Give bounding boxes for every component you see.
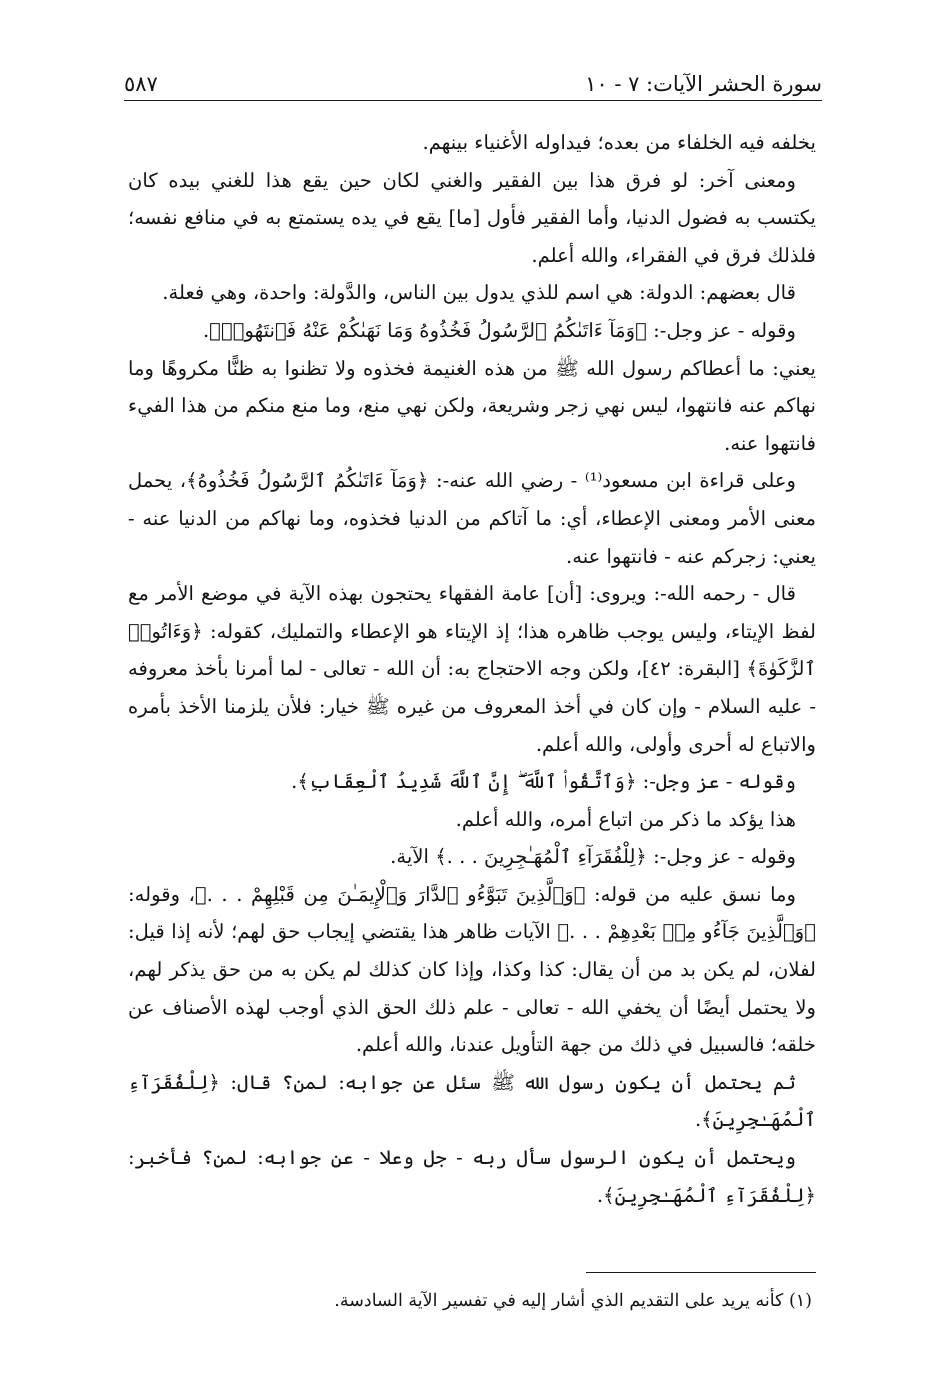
paragraph: وقوله - عز وجل-: ﴿وَمَآ ءَاتَىٰكُمُ ٱلرَّسُولُ فَخُذُوهُ وَمَا نَهَىٰكُمْ عَنْهُ فَٱنتَهُوا۟﴾. (202, 318, 796, 342)
footnote-rule (586, 1272, 816, 1273)
paragraph: وعلى قراءة ابن مسعود⁽¹⁾ - رضي الله عنه-: ﴿وَمَآ ءَاتَىٰكُمُ ٱلرَّسُولُ فَخُذُوهُ﴾، يحمل معنى الأمر ومعنى الإعطاء، أي: ما آتاكم من الدنيا فخذوه، وما نهاكم من الدنيا عنه - يعني: زجركم عنه - فانتهوا عنه. (128, 469, 816, 568)
footnote (128, 1286, 812, 1316)
running-header (124, 62, 822, 96)
header-title: سورة الحشر الآيات: ٧ - ١٠ (585, 72, 822, 96)
paragraph: قال بعضهم: الدولة: هي اسم للذي يدول بين الناس، والدَّولة: واحدة، وهي فعلة. (162, 281, 796, 305)
paragraph: وقوله - عز وجل-: ﴿لِلْفُقَرَآءِ ٱلْمُهَـٰجِرِينَ . . .﴾ الآية. (390, 845, 796, 869)
paragraph: يعني: ما أعطاكم رسول الله ﷺ من هذه الغنيمة فخذوه ولا تظنوا به ظنًّا مكروهًا وما نهاكم عنه فانتهوا، ليس نهي زجر وشريعة، ولكن نهي منع، وما منع منكم من هذا الفيء فانتهوا عنه. (128, 356, 816, 455)
main-text (128, 124, 816, 1214)
paragraph: ويحتمل أن يكون الرسول سأل ربه - جل وعلا - عن جوابه: لمن؟ فأخبر: ﴿لِلْفُقَرَآءِ ٱلْمُهَـٰجِرِينَ﴾. (128, 1146, 816, 1207)
paragraph: وما نسق عليه من قوله: ﴿وَٱلَّذِينَ تَبَوَّءُو ٱلدَّارَ وَٱلْإِيمَـٰنَ مِن قَبْلِهِمْ . . .﴾، وقوله: ﴿وَٱلَّذِينَ جَآءُو مِنۢ بَعْدِهِمْ . . .﴾ الآيات ظاهر هذا يقتضي إيجاب حق لهم؛ لأنه إذا قيل: لفلان، لم يكن بد من أن يقال: كذا وكذا، وإذا كان كذلك لم يكن به من حق يذكر لهم، ولا يحتمل أيضًا أن يخفي الله - تعالى - علم ذلك الحق الذي أوجب لهذه الأصناف عن خلقه؛ فالسبيل في ذلك من جهة التأويل عندنا، والله أعلم. (128, 882, 816, 1057)
paragraph: وقوله - عز وجل-: ﴿وَٱتَّقُوا۟ ٱللَّهَ ۖ إِنَّ ٱللَّهَ شَدِيدُ ٱلْعِقَابِ﴾. (291, 770, 796, 794)
footnote-text: (١) كأنه يريد على التقديم الذي أشار إليه في تفسير الآية السادسة. (334, 1291, 812, 1311)
paragraph: ثم يحتمل أن يكون رسول الله ﷺ سئل عن جوابه: لمن؟ قال: ﴿لِلْفُقَرَآءِ ٱلْمُهَـٰجِرِينَ﴾. (128, 1070, 816, 1132)
page-number: ٥٨٧ (124, 72, 158, 96)
paragraph: هذا يؤكد ما ذكر من اتباع أمره، والله أعلم. (455, 807, 796, 831)
paragraph: ومعنى آخر: لو فرق هذا بين الفقير والغني لكان حين يقع هذا للغني بيده كان يكتسب به فضول الدنيا، وأما الفقير فأول [ما] يقع في يده يستمتع به في منافع نفسه؛ فلذلك فرق في الفقراء، والله أعلم. (128, 168, 816, 267)
header-rule (124, 100, 822, 101)
paragraph: يخلفه فيه الخلفاء من بعده؛ فيداوله الأغنياء بينهم. (422, 131, 816, 154)
paragraph: قال - رحمه الله-: ويروى: [أن] عامة الفقهاء يحتجون بهذه الآية في موضع الأمر مع لفظ الإيتاء، وليس يوجب ظاهره هذا؛ إذ الإيتاء هو الإعطاء والتمليك، كقوله: ﴿وَءَاتُوا۟ ٱلزَّكَوٰةَ﴾ [البقرة: ٤٢]، ولكن وجه الاحتجاج به: أن الله - تعالى - لما أمرنا بأخذ معروفه - عليه السلام - وإن كان في أخذ المعروف من غيره ﷺ خيار: فلأن يلزمنا الأخذ بأمره والاتباع له أحرى وأولى، والله أعلم. (128, 582, 816, 756)
